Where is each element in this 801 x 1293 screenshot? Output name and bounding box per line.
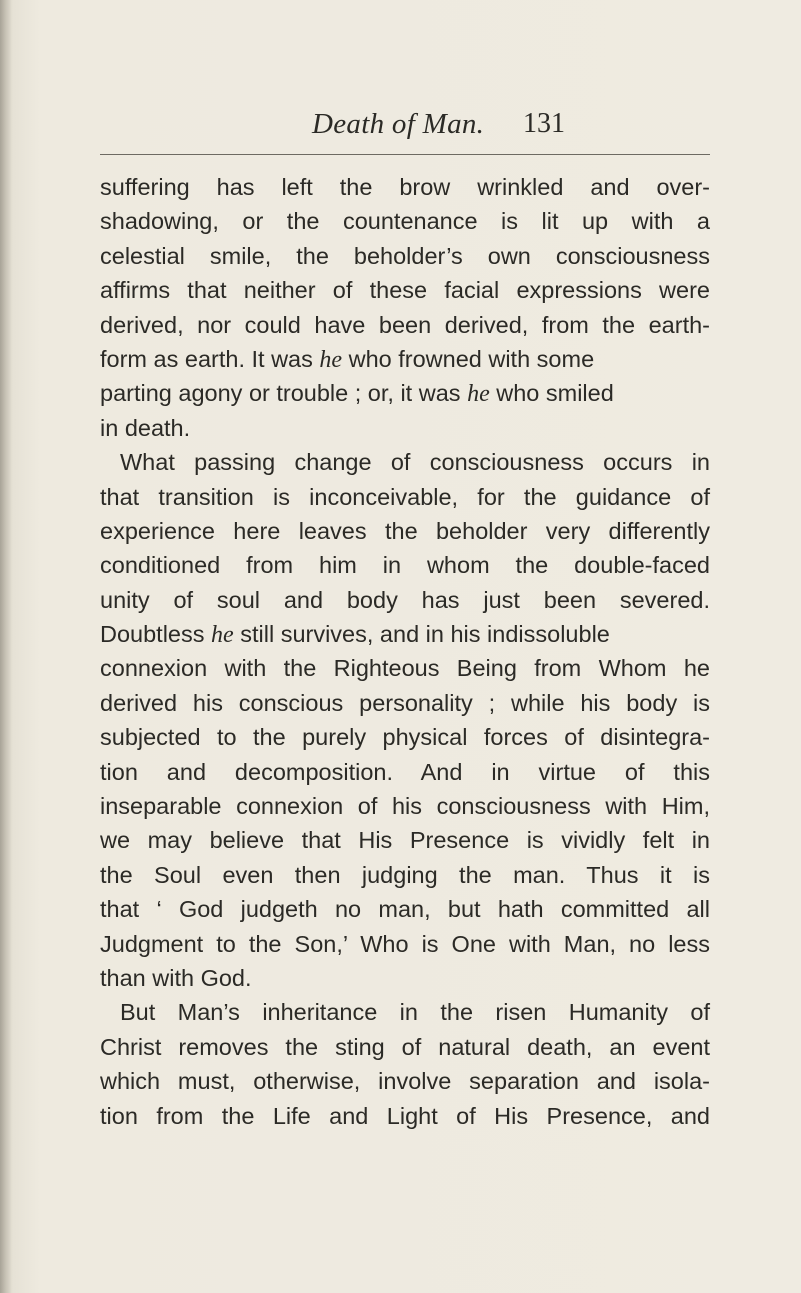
text-segment: who smiled [489,380,614,407]
italic-pronoun: he [319,346,343,373]
text-line: inseparable connexion of his consciousness with Him, [100,793,710,820]
italic-pronoun: he [211,622,234,649]
text-line: celestial smile, the beholder’s own consciousness [100,242,710,269]
header-rule [100,154,710,155]
text-line [100,342,710,376]
running-title: Death of Man. [312,108,485,140]
text-line: suffering has left the brow wrinkled and over- [100,174,710,200]
text-line: conditioned from him in whom the double-faced [100,552,710,579]
italic-pronoun: he [467,381,490,408]
text-line: that ‘ God judgeth no man, but hath committed all [100,896,710,923]
text-line: that transition is inconceivable, for the guidance of [100,483,710,510]
text-line: tion and decomposition. And in virtue of this [100,758,710,785]
text-line: derived, nor could have been derived, from the earth- [100,311,710,338]
body-text [100,170,710,1133]
text-line: derived his conscious personality ; while his body is [100,689,710,716]
text-line: which must, otherwise, involve separation and isola- [100,1068,710,1095]
text-line [100,376,710,410]
text-line: experience here leaves the beholder very differently [100,517,710,544]
text-line: connexion with the Righteous Being from Whom he [100,655,710,682]
text-line [100,617,710,651]
text-line: we may believe that His Presence is vividly felt in [100,827,710,854]
text-line: Judgment to the Son,’ Who is One with Man, no less [100,930,710,957]
text-line: tion from the Life and Light of His Presence, and [100,1102,710,1129]
running-head [100,108,710,156]
page-number: 131 [523,108,565,139]
text-line: in death. [100,414,191,441]
gutter-shadow [0,0,12,1293]
text-segment: parting agony or trouble ; or, it was [100,380,468,407]
text-line: Christ removes the sting of natural death, an event [100,1033,710,1060]
text-segment: form as earth. It was [100,345,320,372]
text-line: unity of soul and body has just been severed. [100,586,710,613]
paragraph-start-line: What passing change of consciousness occurs in [120,449,710,476]
text-segment: who frowned with some [342,345,595,372]
text-line: subjected to the purely physical forces of disintegra- [100,724,710,751]
text-line: than with God. [100,964,252,991]
text-line: shadowing, or the countenance is lit up with a [100,208,710,235]
paragraph-start-line: But Man’s inheritance in the risen Humanity of [120,999,710,1026]
text-line: affirms that neither of these facial expressions were [100,277,710,304]
text-segment: Doubtless [100,621,212,648]
text-line: the Soul even then judging the man. Thus it is [100,861,710,888]
text-segment: still survives, and in his indissoluble [233,621,610,648]
